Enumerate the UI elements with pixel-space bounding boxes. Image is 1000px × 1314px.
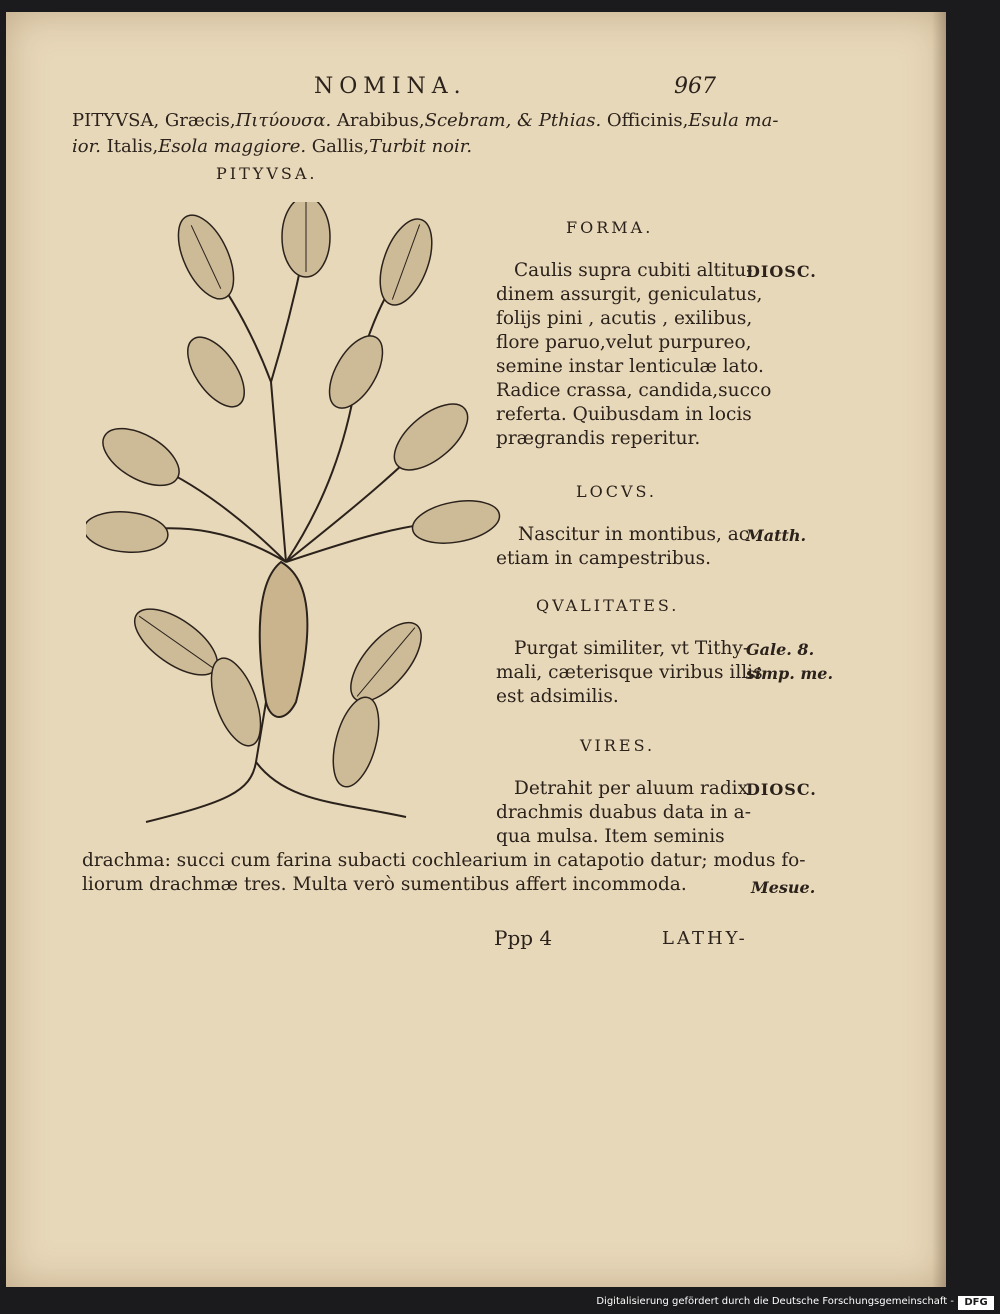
nomina-officinis-end: ior. [72,136,101,157]
forma-line: prægrandis reperitur. [496,428,701,449]
heading-locus: LOCVS. [576,482,658,501]
signature-mark: Ppp 4 [494,926,553,950]
heading-qualitates: QVALITATES. [536,596,680,615]
forma-line: semine instar lenticulæ lato. [496,356,764,377]
qualitates-line: est adsimilis. [496,686,619,707]
qualitates-line: mali, cæterisque viribus illis [496,662,763,683]
nomina-line-1 [72,110,778,131]
locus-line: Nascitur in montibus, ac [518,524,750,545]
nomina-arab-label: Arabibus, [331,110,425,131]
qualitates-line: Purgat similiter, vt Tithy- [514,638,750,659]
forma-line: Caulis supra cubiti altitu- [514,260,753,281]
vires-line: drachma: succi cum farina subacti cochlearium in catapotio datur; modus fo- [82,850,806,871]
nomina-line-2 [72,136,472,157]
page-number: 967 [674,74,716,99]
heading-vires: VIRES. [580,736,656,755]
nomina-greek: Πιτύουσα. [235,110,332,131]
forma-line: Radice crassa, candida,succo [496,380,772,401]
margin-note-mesue: Mesue. [751,878,816,897]
nomina-italis: Esola maggiore. [158,136,307,157]
margin-note-galen: Gale. 8. [746,640,815,659]
dfg-logo: DFG [958,1296,994,1310]
margin-note-locus: Matth. [746,526,807,545]
nomina-italis-label: Italis, [100,136,159,157]
nomina-gallis-label: Gallis, [306,136,370,157]
figure-caption: PITYVSA. [216,164,318,183]
nomina-gallis: Turbit noir. [369,136,473,157]
margin-note-vires: DIOSC. [746,780,817,799]
digitization-footer [0,1292,1000,1314]
forma-line: folijs pini , acutis , exilibus, [496,308,753,329]
vires-line: qua mulsa. Item seminis [496,826,725,847]
vires-line: Detrahit per aluum radix [514,778,749,799]
forma-line: flore paruo,velut purpureo, [496,332,752,353]
footer-credit: Digitalisierung gefördert durch die Deutsche Forschungsgemeinschaft - [596,1296,954,1307]
woodcut-plant-illustration [86,202,506,842]
nomina-officinis: Esula ma- [688,110,779,131]
running-head: NOMINA. [314,74,467,99]
locus-line: etiam in campestribus. [496,548,712,569]
margin-note-forma: DIOSC. [746,262,817,281]
catchword: LATHY- [662,928,748,949]
margin-note-galen-2: simp. me. [746,664,834,683]
heading-forma: FORMA. [566,218,654,237]
forma-line: dinem assurgit, geniculatus, [496,284,763,305]
nomina-arab: Scebram, & Pthias. [424,110,602,131]
forma-line: referta. Quibusdam in locis [496,404,752,425]
vires-line: drachmis duabus data in a- [496,802,751,823]
vires-line: liorum drachmæ tres. Multa verò sumentibus affert incommoda. [82,874,687,895]
nomina-plant-name: PITYVSA, Græcis, [72,110,236,131]
nomina-officinis-label: Officinis, [601,110,689,131]
book-page [6,12,946,1287]
